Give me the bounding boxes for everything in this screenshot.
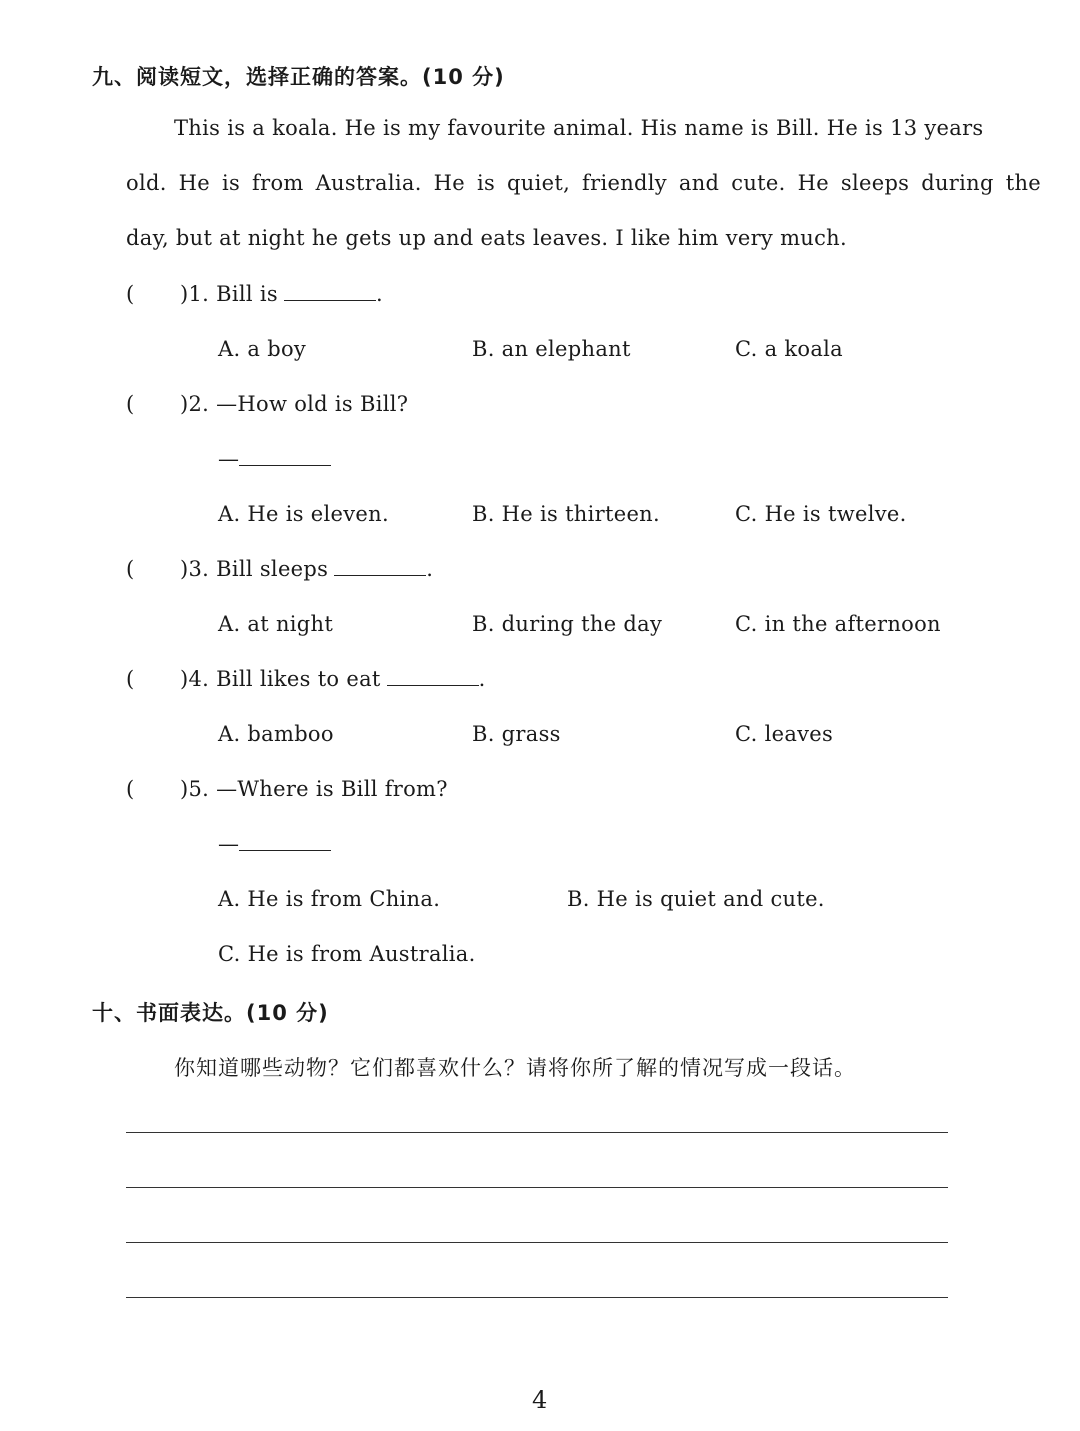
question-3-blank[interactable] <box>334 557 426 576</box>
q2-option-c[interactable]: C. He is twelve. <box>735 502 907 526</box>
question-4-end: . <box>478 667 486 691</box>
passage-line-3: day, but at night he gets up and eats leaves. I like him very much. <box>126 226 847 250</box>
writing-line-2[interactable] <box>126 1187 948 1188</box>
question-4 <box>180 667 486 691</box>
question-4-stem: )4. Bill likes to eat <box>180 667 381 691</box>
page-number: 4 <box>532 1386 548 1414</box>
question-2-blank[interactable] <box>239 447 331 466</box>
question-5-stem: )5. —Where is Bill from? <box>180 777 448 801</box>
question-2-answer-line[interactable] <box>218 447 331 471</box>
question-1-blank[interactable] <box>284 282 376 301</box>
question-5-blank[interactable] <box>239 832 331 851</box>
question-2-stem: )2. —How old is Bill? <box>180 392 409 416</box>
q3-option-b[interactable]: B. during the day <box>472 612 663 636</box>
q1-option-a[interactable]: A. a boy <box>218 337 307 361</box>
answer-paren-3[interactable]: ( <box>126 557 135 581</box>
question-3-end: . <box>426 557 434 581</box>
section-9-title: 九、阅读短文，选择正确的答案。(10 分) <box>92 65 505 89</box>
q2-option-b[interactable]: B. He is thirteen. <box>472 502 660 526</box>
q3-option-c[interactable]: C. in the afternoon <box>735 612 941 636</box>
q5-option-c[interactable]: C. He is from Australia. <box>218 942 476 966</box>
section-10-title: 十、书面表达。(10 分) <box>92 1001 329 1025</box>
writing-prompt: 你知道哪些动物？它们都喜欢什么？请将你所了解的情况写成一段话。 <box>174 1056 856 1080</box>
q3-option-a[interactable]: A. at night <box>218 612 334 636</box>
writing-line-3[interactable] <box>126 1242 948 1243</box>
question-3-stem: )3. Bill sleeps <box>180 557 329 581</box>
writing-line-1[interactable] <box>126 1132 948 1133</box>
q5-option-a[interactable]: A. He is from China. <box>218 887 441 911</box>
writing-line-4[interactable] <box>126 1297 948 1298</box>
question-1-stem: )1. Bill is <box>180 282 278 306</box>
q5-option-b[interactable]: B. He is quiet and cute. <box>567 887 825 911</box>
question-5-answer-line[interactable] <box>218 832 331 856</box>
question-1-end: . <box>375 282 383 306</box>
q4-option-b[interactable]: B. grass <box>472 722 561 746</box>
q4-option-c[interactable]: C. leaves <box>735 722 834 746</box>
answer-paren-1[interactable]: ( <box>126 282 135 306</box>
passage-line-1: This is a koala. He is my favourite animal. His name is Bill. He is 13 years <box>174 116 984 140</box>
question-1 <box>180 282 383 306</box>
question-2-dash: — <box>218 447 240 471</box>
q4-option-a[interactable]: A. bamboo <box>218 722 334 746</box>
question-4-blank[interactable] <box>387 667 479 686</box>
q2-option-a[interactable]: A. He is eleven. <box>218 502 389 526</box>
answer-paren-5[interactable]: ( <box>126 777 135 801</box>
answer-paren-2[interactable]: ( <box>126 392 135 416</box>
q1-option-c[interactable]: C. a koala <box>735 337 843 361</box>
question-3 <box>180 557 433 581</box>
passage-line-2: old. He is from Australia. He is quiet, friendly and cute. He sleeps during the <box>126 171 1041 195</box>
answer-paren-4[interactable]: ( <box>126 667 135 691</box>
question-5-dash: — <box>218 832 240 856</box>
q1-option-b[interactable]: B. an elephant <box>472 337 631 361</box>
